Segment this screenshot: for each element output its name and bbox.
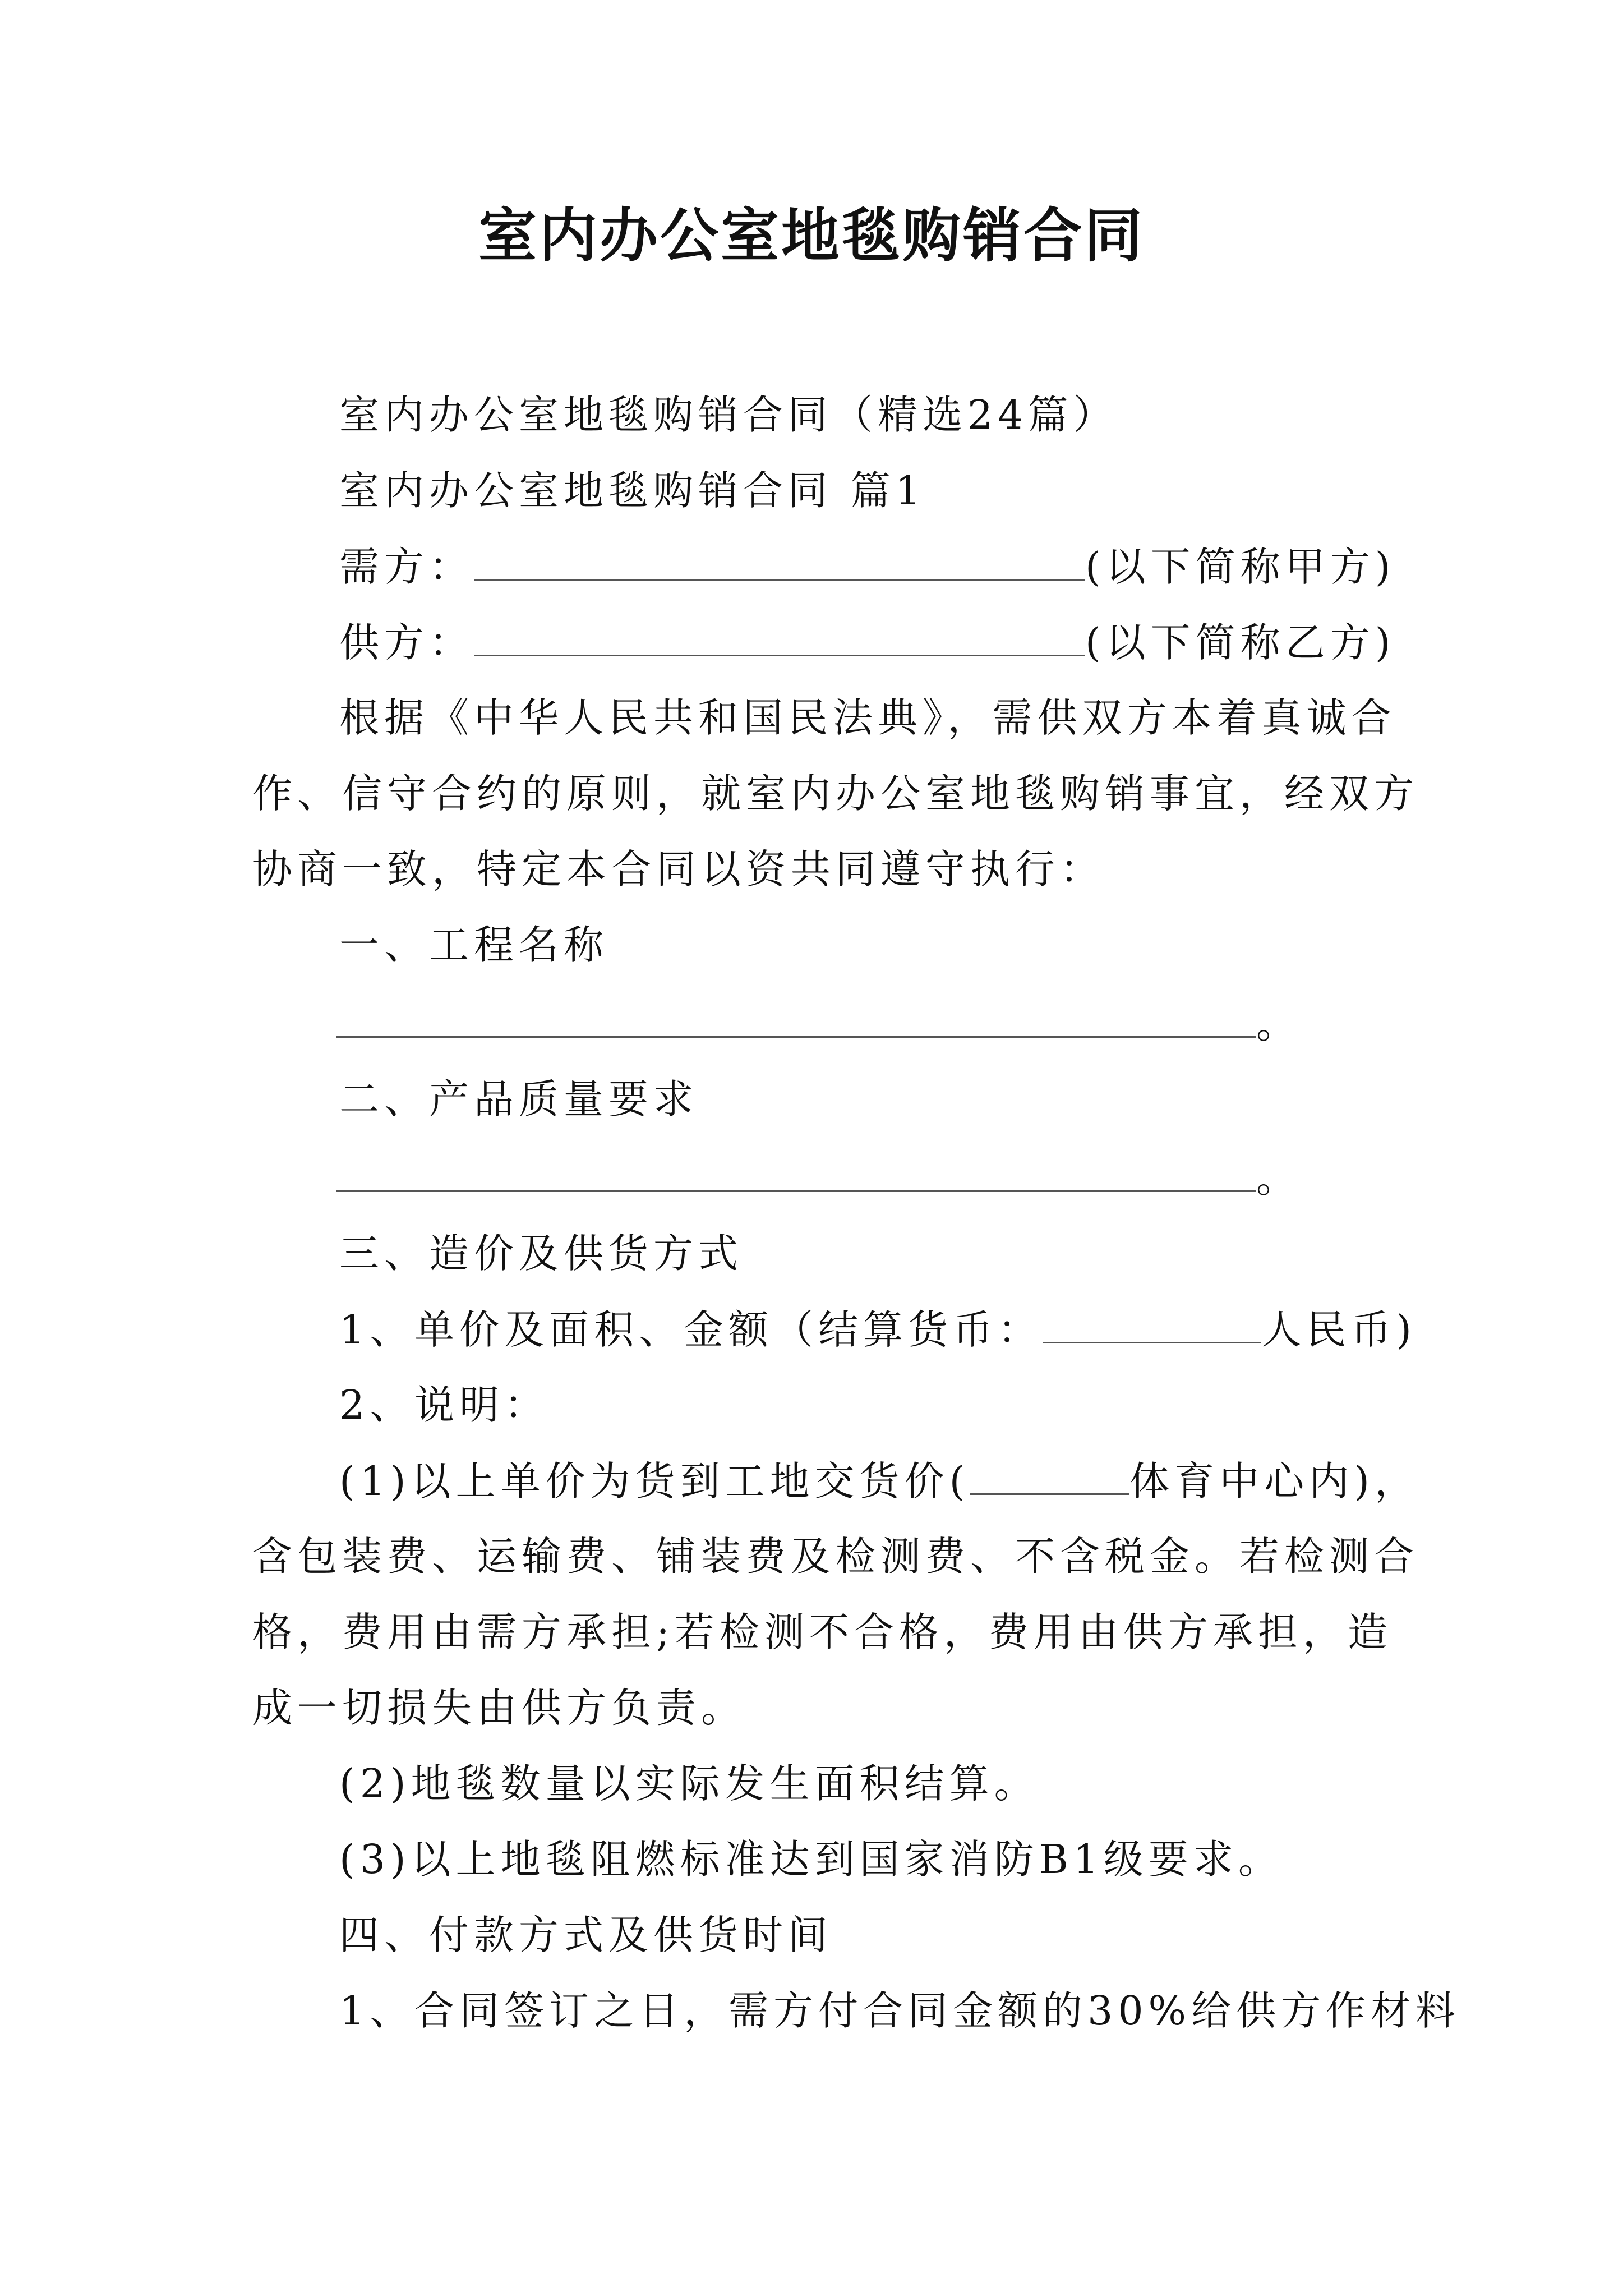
item-line: 2、说明：	[339, 1382, 550, 1428]
note-text: 体育中心内)，	[1129, 1458, 1419, 1504]
buyer-line	[252, 539, 1396, 595]
item-text: 人民币)	[1261, 1306, 1417, 1353]
item-text: 1、单价及面积、金额（结算货币：	[339, 1306, 1043, 1353]
fill-in-line	[252, 1150, 1382, 1207]
note-line: (3)以上地毯阻燃标准达到国家消防B1级要求。	[339, 1836, 1283, 1883]
paragraph-line: 成一切损失由供方负责。	[252, 1685, 746, 1731]
seller-label: 供方：	[339, 619, 474, 666]
buyer-blank	[474, 539, 1085, 581]
currency-blank	[1043, 1301, 1261, 1343]
section-heading: 三、造价及供货方式	[339, 1230, 744, 1277]
quality-blank	[336, 1150, 1256, 1192]
note-line: (2)地毯数量以实际发生面积结算。	[339, 1760, 1039, 1807]
project-name-blank	[336, 996, 1256, 1038]
period: 。	[1256, 1001, 1302, 1047]
seller-suffix: (以下简称乙方)	[1085, 619, 1396, 666]
section-heading: 二、产品质量要求	[339, 1076, 699, 1122]
buyer-suffix: (以下简称甲方)	[1085, 544, 1396, 590]
paragraph-line: 含包装费、运输费、铺装费及检测费、不含税金。若检测合	[252, 1533, 1419, 1580]
subtitle-collection: 室内办公室地毯购销合同（精选24篇）	[339, 392, 1118, 438]
paragraph-line: 根据《中华人民共和国民法典》，需供双方本着真诚合	[339, 694, 1396, 741]
item-line	[252, 1301, 1417, 1358]
document-title: 室内办公室地毯购销合同	[478, 201, 1145, 270]
subtitle-article: 室内办公室地毯购销合同 篇1	[339, 467, 926, 514]
paragraph-line: 协商一致，特定本合同以资共同遵守执行：	[252, 846, 1105, 892]
venue-blank	[970, 1453, 1129, 1495]
period: 。	[1256, 1155, 1302, 1202]
note-line	[252, 1453, 1419, 1510]
section-heading: 四、付款方式及供货时间	[339, 1912, 833, 1958]
section-heading: 一、工程名称	[339, 922, 609, 968]
fill-in-line	[252, 996, 1382, 1052]
buyer-label: 需方：	[339, 544, 474, 590]
seller-blank	[474, 614, 1085, 656]
paragraph-line: 1、合同签订之日，需方付合同金额的30%给供方作材料	[339, 1987, 1460, 2034]
seller-line	[252, 614, 1396, 671]
paragraph-line: 格，费用由需方承担;若检测不合格，费用由供方承担，造	[252, 1609, 1393, 1655]
paragraph-line: 作、信守合约的原则，就室内办公室地毯购销事宜，经双方	[252, 770, 1419, 817]
note-text: (1)以上单价为货到工地交货价(	[339, 1458, 970, 1504]
